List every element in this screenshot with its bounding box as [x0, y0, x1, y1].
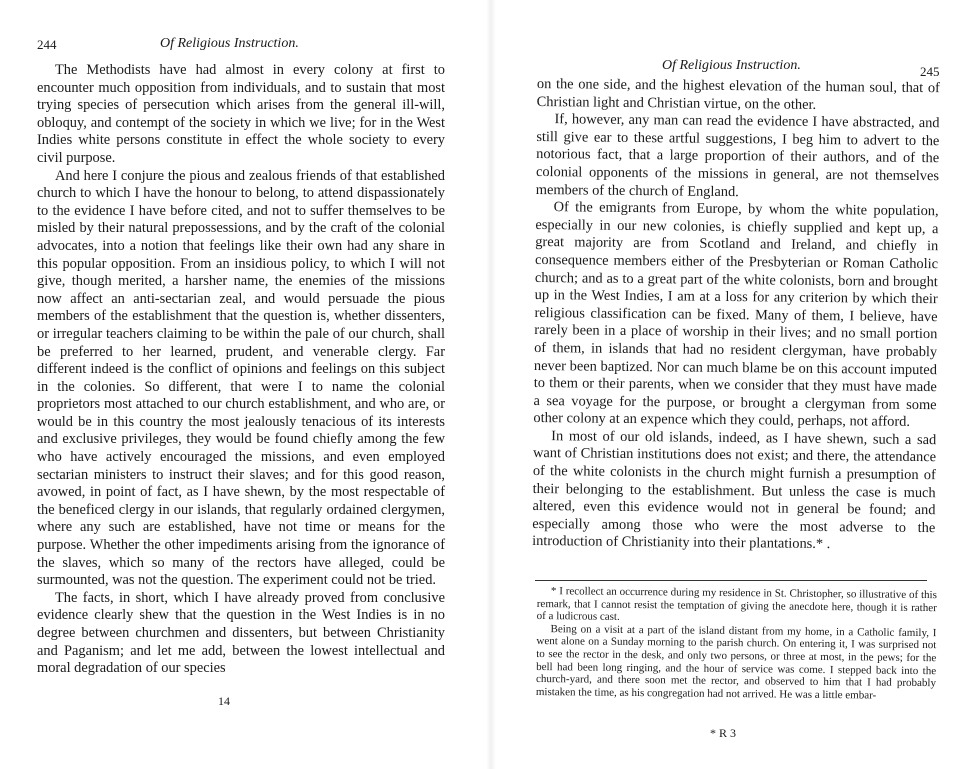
body-text: [37, 62, 445, 678]
signature-mark: 14: [218, 694, 230, 708]
page-number: 244: [37, 37, 57, 52]
paragraph: Of the emigrants from Europe, by whom the white population, especially in our new colonies, is chiefly supplied and kept up, a great majority are from Scotland and Ireland, and chiefly in consequence members either of the Presbyterian or Roman Catholic church; and as to a great part of the white colonists, born and brought up in the West Indies, I am at a loss for any criterion by which their religious classification can be fixed. Many of them, I believe, have rarely been in a place of worship in their lives; and no small portion of them, in islands that had no resident clergyman, have probably never been baptized. Nor can much blame be on this account imputed to them or their parents, when we consider that they must have made a sea voyage for the purpose, or brought a clergyman from some other colony at an expence which they could, perhaps, not afford.: [533, 199, 939, 431]
body-text: [532, 76, 940, 555]
footnote-paragraph: * I recollect an occurrence during my residence in St. Christopher, so illustrative of this remark, that I cannot resist the temptation of giving the anecdote here, though it is rather of a ludicrous cast.: [536, 585, 937, 624]
paragraph: In most of our old islands, indeed, as I have shewn, such a sad want of Christian institutions does not exist; and there, the attendance of the white colonists in the church might furnish a presumption of their belonging to the establishment. But unless the case is much altered, even this evidence would not in general be found; and especially among those who were the most adverse to the introduction of Christianity into their plantations.* .: [532, 428, 937, 553]
footnote-paragraph: Being on a visit at a part of the island distant from my home, in a Catholic family, I went alone on a Sunday morning to the parish church. On entering it, I was surprised not to see the rector in the desk, and only two persons, or three at most, in the pews; for the bell had been long ringing, and the hour of service was come. I stepped back into the church-yard, and there soon met the rector, and observed to him that I had probably mistaken the time, as his congregation had not arrived. He was a little embar-: [535, 622, 937, 702]
footnote: [536, 585, 937, 703]
signature-mark: * R 3: [710, 726, 737, 740]
paragraph: And here I conjure the pious and zealous friends of that established church to which I have the honour to belong, to attend dispassionately to the evidence I have before cited, and not to suffer themselves to be misled by their natural prepossessions, and by the craft of the colonial advocates, into a notion that feelings like their own had any share in this popular opposition. From an insidious policy, to which I will not give, though merited, a harsher name, the enemies of the missions now affect an anti-sectarian zeal, and would persuade the pious members of the establishment that the question is, whether dissenters, or irregular teachers claiming to be within the pale of our church, shall be preferred to her learned, prudent, and venerable clergy. Far different indeed is the conflict of opinions and feelings on this subject in the colonies. So different, that were I to name the colonial proprietors most attached to our church establishment, and who are, or would be in this country the most jealously tenacious of its interests and exclusive privileges, they would be found chiefly among the few who have actively encouraged the missions, and even employed sectarian ministers to instruct their slaves; and for this good reason, avowed, in point of fact, as I have shewn, by the most respectable of the beneficed clergy in our islands, that regularly ordained clergymen, where any such are established, have not time or means for the purpose. Whether the other impediments arising from the ignorance of the slaves, which so many of the rectors have alleged, could be surmounted, was not the question. The experiment could not be tried.: [37, 167, 445, 589]
running-head: Of Religious Instruction.: [160, 36, 299, 51]
footnote-divider: [535, 580, 927, 581]
page-number: 245: [920, 64, 940, 79]
paragraph: The facts, in short, which I have already proved from conclusive evidence clearly shew that the question in the West Indies is in no degree between churchmen and dissenters, but between Christianity and Paganism; and let me add, between the lowest intellectual and moral degradation of our species: [37, 589, 445, 677]
running-head: Of Religious Instruction.: [662, 58, 801, 73]
paragraph: The Methodists have had almost in every colony at first to encounter much opposition from individuals, and to sustain that most trying species of persecution which arises from the general ill-will, obloquy, and contempt of the society in which we live; for in the West Indies white persons constitute in effect the whole society to every civil purpose.: [37, 62, 445, 166]
paragraph: If, however, any man can read the evidence I have abstracted, and still give ear to these artful suggestions, I beg him to advert to the notorious fact, that a large proportion of their authors, and of the colonial opponents of the missions in general, are not themselves members of the church of England.: [535, 111, 940, 200]
paragraph: on the one side, and the highest elevation of the human soul, that of Christian light and Christian virtue, on the other.: [536, 76, 940, 113]
right-page: [490, 0, 980, 769]
